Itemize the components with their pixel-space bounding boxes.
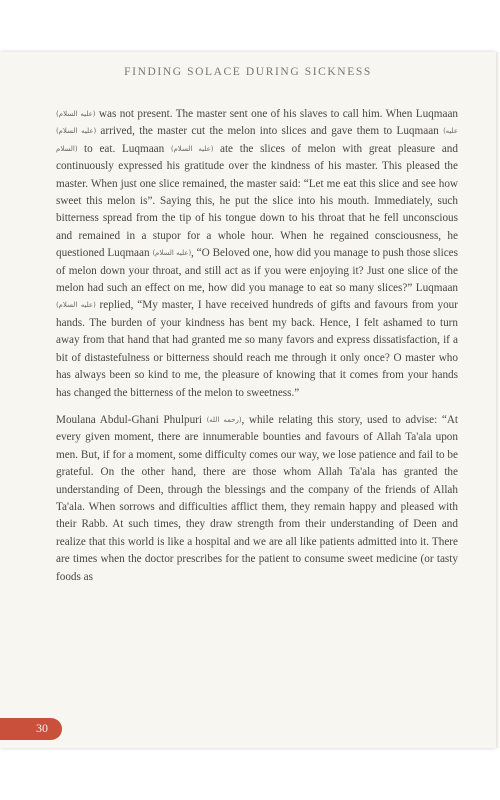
honorific-mark: (عليه السلام) — [56, 110, 96, 118]
text-run: , while relating this story, used to advise: “At every given moment, there are innumerable bounties and favours of Allah Ta'ala upon men. But, if for a moment, some difficulty comes our way, we lose patience and fail to be grateful. On the other hand, there are those whom Allah Ta'ala has granted the understanding of Deen, through the blessings and the company of the friends of Allah Ta'ala. When sorrows and difficulties afflict them, they remain happy and pleased with their Rabb. At such times, they draw strength from their understanding of Deen and realize that this world is like a hospital and we are all like patients admitted into it. There are times when the doctor prescribes for the patient to consume sweet medicine (or tasty foods as — [56, 413, 459, 583]
body-text — [56, 106, 458, 596]
text-run: ate the slices of melon with great pleasure and continuously expressed his gratitude over the kindness of his master. This pleased the master. When just one slice remained, the master said: “Let me eat this slice and see how sweet this melon is”. Saying this, he put the slice into his mouth. Immediately, such bitterness spread from the tip of his tongue down to his throat that he fell unconscious and remained in a stupor for a whole hour. When he regained consciousness, he questioned Luqmaan — [56, 142, 458, 260]
book-page — [0, 52, 496, 748]
honorific-mark: (عليه السلام) — [170, 144, 214, 153]
text-run: to eat. Luqmaan — [77, 142, 171, 155]
paragraph-1 — [56, 106, 458, 402]
honorific-mark: (عليه السلام) — [56, 127, 97, 136]
text-run: , “O Beloved one, how did you manage to push those slices of melon down your throat, and still act as if you were enjoying it? Just one slice of the melon had such an effect on me, how did you manage to eat so many slices?” Luqmaan — [56, 247, 459, 295]
text-run: replied, “My master, I have received hundreds of gifts and favours from your hands. The burden of your kindness has bent my back. Hence, I felt ashamed to turn away from that hand that had granted me so many favors and express dissatisfaction, if a bit of distastefulness or bitterness should reach me through it only once? O master who has always been so kind to me, the pleasure of knowing that it comes from your hands has changed the bitterness of the melon to sweetness.” — [56, 299, 458, 399]
running-header: FINDING SOLACE DURING SICKNESS — [124, 66, 372, 78]
page-number: 30 — [36, 721, 48, 735]
text-run: Moulana Abdul-Ghani Phulpuri — [56, 413, 207, 426]
paragraph-2 — [56, 412, 458, 586]
text-run: was not present. The master sent one of his slaves to call him. When Luqmaan — [95, 108, 458, 120]
honorific-mark: (رحمه الله) — [206, 415, 242, 424]
honorific-mark: (عليه السلام) — [56, 301, 96, 310]
page-number-tab — [0, 718, 62, 740]
honorific-mark: (عليه السلام) — [152, 249, 191, 258]
text-run: arrived, the master cut the melon into slices and gave them to Luqmaan — [96, 125, 444, 138]
honorific-mark: (عليه السلام) — [56, 127, 458, 153]
page-edge — [496, 52, 500, 748]
